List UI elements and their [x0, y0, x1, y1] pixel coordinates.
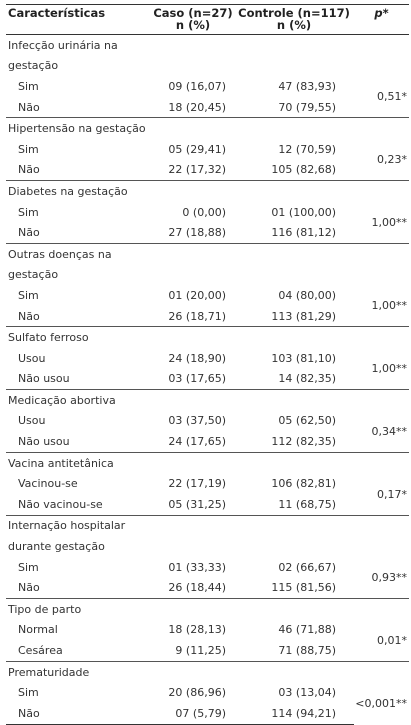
caso-value: 05 (29,41): [168, 142, 226, 156]
empty-cell: [234, 599, 354, 620]
caso-value: 18 (28,13): [168, 623, 226, 637]
table-row: [6, 139, 409, 160]
header-characteristics: [6, 5, 152, 35]
empty-cell: [234, 56, 354, 77]
group-title: Tipo de parto: [6, 599, 152, 620]
row-label: Usou: [18, 351, 46, 365]
group-title: gestação: [8, 268, 59, 282]
empty-cell: [354, 56, 409, 77]
caso-value: 22 (17,32): [168, 163, 226, 177]
group-title: Outras doenças na: [6, 243, 152, 264]
table-row: [6, 494, 409, 515]
table-row: [6, 620, 409, 641]
p-value: 0,51*: [377, 90, 407, 104]
row-label: Normal: [18, 623, 58, 637]
group-title-row: [6, 599, 409, 620]
group-title: Infecção urinária na: [8, 38, 118, 52]
empty-cell: [354, 327, 409, 348]
caso-value: 09 (16,07): [168, 79, 226, 93]
p-value: 0,17*: [377, 487, 407, 501]
group-title: gestação: [8, 59, 59, 73]
empty-cell: [152, 661, 234, 682]
group-title: Vacina antitetânica: [6, 452, 152, 473]
controle-value: 04 (80,00): [278, 288, 336, 302]
controle-value: 02 (66,67): [278, 560, 336, 574]
empty-cell: [152, 265, 234, 286]
caso-value: 22 (17,19): [168, 477, 226, 491]
empty-cell: [234, 265, 354, 286]
table-row: [6, 222, 409, 243]
row-label: Sim: [18, 560, 39, 574]
p-value: 1,00**: [371, 362, 407, 375]
empty-cell: [152, 536, 234, 557]
group-title-row: [6, 56, 409, 77]
header-caso: [152, 5, 234, 35]
p-value: 0,01*: [377, 633, 407, 647]
group-title: Prematuridade: [6, 661, 152, 682]
row-label: Não usou: [18, 372, 70, 386]
p-value: 1,00**: [371, 299, 407, 313]
table-row: [6, 557, 409, 578]
row-label: Não: [18, 163, 40, 177]
row-label: Não vacinou-se: [18, 497, 103, 511]
empty-cell: [234, 118, 354, 139]
caso-value: 27 (18,88): [168, 226, 226, 240]
p-value: <0,001**: [355, 696, 407, 710]
caso-value: 01 (20,00): [168, 288, 226, 302]
group-title: Sulfato ferroso: [6, 327, 152, 348]
row-label: Não: [18, 226, 40, 240]
controle-value: 70 (79,55): [278, 100, 336, 114]
group-title-row: [6, 515, 409, 536]
controle-value: 03 (13,04): [278, 686, 336, 700]
controle-value: 106 (82,81): [271, 477, 336, 491]
empty-cell: [234, 243, 354, 264]
group-title-row: [6, 536, 409, 557]
caso-value: 03 (37,50): [168, 414, 226, 428]
table-row: [6, 369, 409, 390]
table-row: [6, 97, 409, 118]
row-label: Vacinou-se: [18, 477, 78, 491]
empty-cell: [354, 599, 409, 620]
controle-value: 71 (88,75): [278, 644, 336, 658]
controle-value: 01 (100,00): [271, 205, 336, 219]
header-caso-unit: n (%): [175, 18, 211, 32]
empty-cell: [234, 390, 354, 411]
table-body: [6, 35, 409, 725]
row-label: Sim: [18, 205, 39, 219]
caso-value: 03 (17,65): [168, 372, 226, 386]
caso-value: 24 (17,65): [168, 435, 226, 449]
empty-cell: [354, 390, 409, 411]
empty-cell: [152, 515, 234, 536]
empty-cell: [234, 452, 354, 473]
empty-cell: [152, 35, 234, 56]
header-caso-label: Caso (n=27): [153, 6, 233, 20]
group-title-row: [6, 452, 409, 473]
row-label: Não: [18, 581, 40, 595]
row-label: Não: [18, 100, 40, 114]
table-row: [6, 285, 409, 306]
empty-cell: [354, 661, 409, 682]
empty-cell: [152, 452, 234, 473]
empty-cell: [234, 515, 354, 536]
p-value: 0,93**: [371, 570, 407, 584]
header-controle: [234, 5, 354, 35]
characteristics-table: [6, 4, 409, 725]
controle-value: 46 (71,88): [278, 623, 336, 637]
p-value: 0,23*: [377, 153, 407, 167]
group-title: durante gestação: [8, 540, 105, 554]
group-title-row: [6, 327, 409, 348]
group-title-row: [6, 118, 409, 139]
empty-cell: [354, 118, 409, 139]
header-p-value: [354, 5, 409, 35]
group-title: Internação hospitalar: [6, 515, 152, 536]
caso-value: 9 (11,25): [175, 644, 226, 658]
group-title-row: [6, 181, 409, 202]
table-row: [6, 431, 409, 452]
empty-cell: [152, 181, 234, 202]
caso-value: 24 (18,90): [168, 351, 226, 365]
empty-cell: [234, 661, 354, 682]
table-header: [6, 5, 409, 35]
caso-value: 07 (5,79): [152, 703, 234, 724]
table-row: [6, 682, 409, 703]
empty-cell: [234, 35, 354, 56]
controle-value: 105 (82,68): [271, 163, 336, 177]
controle-value: 11 (68,75): [278, 497, 336, 511]
group-title-row: [6, 243, 409, 264]
caso-value: 0 (0,00): [182, 205, 226, 219]
table-row: [6, 411, 409, 432]
empty-cell: [152, 118, 234, 139]
table-row: [6, 640, 409, 661]
row-label: Sim: [18, 79, 39, 93]
row-label: Não: [18, 309, 40, 323]
data-table-container: [6, 4, 409, 725]
controle-value: 47 (83,93): [278, 79, 336, 93]
p-value: 0,34**: [371, 424, 407, 438]
header-row: [6, 5, 409, 35]
controle-value: 05 (62,50): [278, 414, 336, 428]
caso-value: 01 (33,33): [168, 560, 226, 574]
empty-cell: [234, 536, 354, 557]
row-label: Sim: [18, 686, 39, 700]
row-label: Usou: [18, 414, 46, 428]
empty-cell: [354, 243, 409, 264]
caso-value: 20 (86,96): [168, 686, 226, 700]
row-label: Não: [6, 703, 152, 724]
group-title-row: [6, 35, 409, 56]
empty-cell: [354, 515, 409, 536]
table-row: [6, 348, 409, 369]
controle-value: 103 (81,10): [271, 351, 336, 365]
empty-cell: [152, 390, 234, 411]
row-label: Sim: [18, 142, 39, 156]
header-controle-label: Controle (n=117): [238, 6, 350, 20]
empty-cell: [354, 452, 409, 473]
group-title-row: [6, 265, 409, 286]
row-label: Não usou: [18, 435, 70, 449]
controle-value: 14 (82,35): [278, 372, 336, 386]
header-p-label: p*: [374, 6, 389, 20]
p-value: 1,00**: [371, 215, 407, 229]
controle-value: 115 (81,56): [271, 581, 336, 595]
group-title: Medicação abortiva: [6, 390, 152, 411]
empty-cell: [152, 327, 234, 348]
caso-value: 18 (20,45): [168, 100, 226, 114]
caso-value: 05 (31,25): [168, 497, 226, 511]
controle-value: 114 (94,21): [234, 703, 354, 724]
empty-cell: [234, 181, 354, 202]
table-row: [6, 160, 409, 181]
empty-cell: [354, 35, 409, 56]
row-label: Cesárea: [18, 644, 63, 658]
caso-value: 26 (18,44): [168, 581, 226, 595]
empty-cell: [152, 243, 234, 264]
table-row: [6, 473, 409, 494]
controle-value: 12 (70,59): [278, 142, 336, 156]
table-row: [6, 703, 409, 724]
group-title-row: [6, 661, 409, 682]
controle-value: 113 (81,29): [271, 309, 336, 323]
table-row: [6, 577, 409, 598]
empty-cell: [152, 56, 234, 77]
group-title-row: [6, 390, 409, 411]
empty-cell: [354, 265, 409, 286]
table-row: [6, 202, 409, 223]
table-row: [6, 306, 409, 327]
caso-value: 26 (18,71): [168, 309, 226, 323]
empty-cell: [354, 536, 409, 557]
table-row: [6, 76, 409, 97]
empty-cell: [234, 327, 354, 348]
controle-value: 112 (82,35): [271, 435, 336, 449]
controle-value: 116 (81,12): [271, 226, 336, 240]
group-title: Diabetes na gestação: [6, 181, 152, 202]
group-title: Hipertensão na gestação: [6, 118, 152, 139]
empty-cell: [152, 599, 234, 620]
row-label: Sim: [18, 288, 39, 302]
empty-cell: [354, 181, 409, 202]
header-characteristics-label: Características: [8, 6, 106, 20]
header-controle-unit: n (%): [276, 18, 312, 32]
